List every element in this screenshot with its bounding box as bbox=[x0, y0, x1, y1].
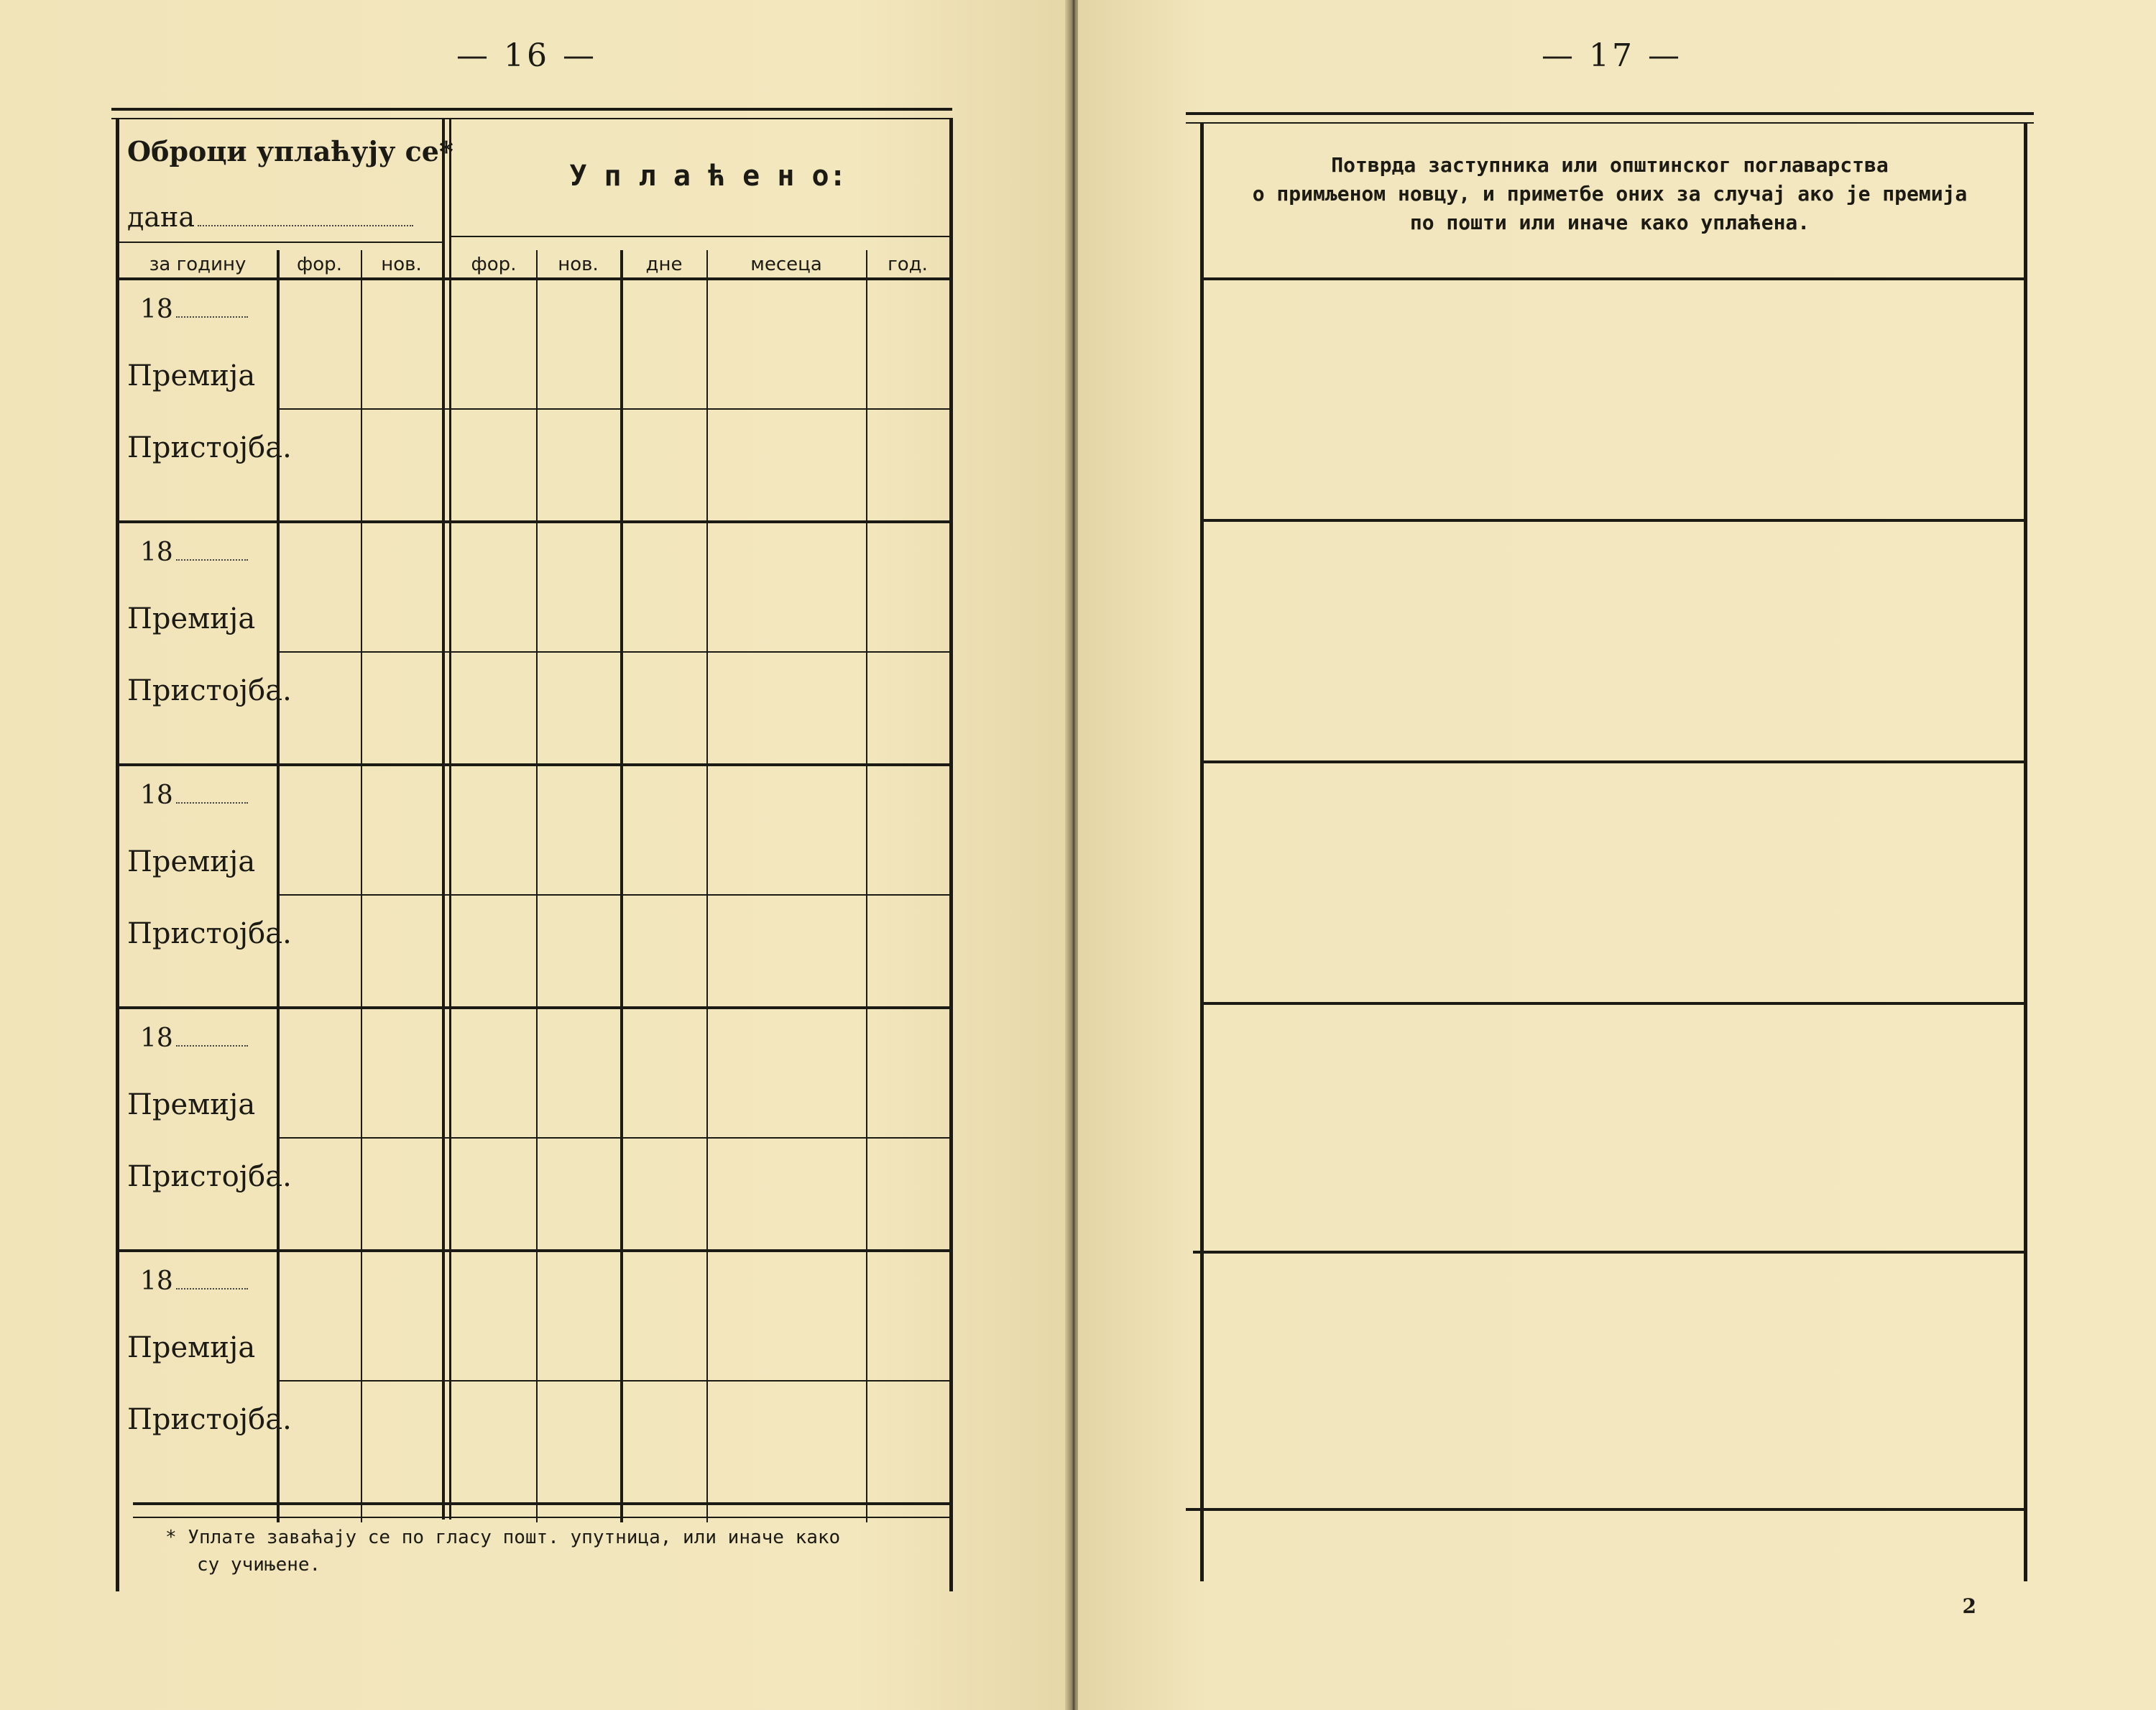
installments-table bbox=[111, 108, 952, 1589]
day-label-row bbox=[127, 201, 413, 233]
col-header-day: дне bbox=[645, 254, 683, 275]
page-number-right: — 17 — bbox=[1542, 37, 1682, 74]
left-page bbox=[0, 0, 1069, 1710]
col-header-month: месеца bbox=[750, 254, 822, 275]
row-premium-label: Премија bbox=[127, 1331, 256, 1364]
sheet-number: 2 bbox=[1962, 1594, 1976, 1618]
row-fee-label: Пристојба. bbox=[127, 1160, 292, 1193]
row-fee-label: Пристојба. bbox=[127, 674, 292, 707]
row-premium-label: Премија bbox=[127, 602, 256, 635]
row-year-value: 18 bbox=[140, 538, 173, 567]
row-fee-label: Пристојба. bbox=[127, 431, 292, 464]
table-bottom-rule-thin bbox=[133, 1517, 952, 1518]
rtable-rule-2 bbox=[1200, 519, 2027, 522]
row-separator-rule bbox=[119, 763, 952, 766]
col-header-nov-2: нов. bbox=[558, 254, 599, 275]
rtable-right-rule bbox=[2024, 122, 2027, 1581]
table-left-rule bbox=[116, 118, 119, 1591]
col-header-year: за годину bbox=[149, 254, 247, 275]
hdr-sep-right bbox=[449, 236, 952, 237]
row-year-dots bbox=[176, 559, 248, 561]
col-header-year-paid: год. bbox=[888, 254, 928, 275]
rtable-rule-5 bbox=[1193, 1251, 2027, 1254]
group-divider-b bbox=[449, 118, 451, 1520]
row-separator-rule bbox=[119, 1006, 952, 1009]
row-premium-label: Премија bbox=[127, 359, 256, 392]
table-right-rule bbox=[949, 118, 953, 1591]
col-rule-3 bbox=[536, 250, 538, 1522]
row-mid-rule bbox=[277, 1380, 952, 1382]
row-year bbox=[140, 781, 248, 810]
col-rule-2 bbox=[361, 250, 362, 1522]
confirmation-table bbox=[1186, 108, 2034, 1574]
footnote bbox=[165, 1524, 949, 1578]
confirmation-header-line-1: Потврда заступника или општинског поглаварства bbox=[1331, 153, 1889, 177]
row-mid-rule bbox=[277, 651, 952, 653]
installments-title: Оброци уплаћују се* bbox=[127, 135, 453, 167]
col-rule-5 bbox=[706, 250, 708, 1522]
table-bottom-rule bbox=[133, 1502, 952, 1505]
rtable-rule-3 bbox=[1200, 760, 2027, 763]
row-year bbox=[140, 295, 248, 324]
table-top-rule-thin bbox=[111, 118, 952, 119]
row-year-value: 18 bbox=[140, 295, 173, 324]
row-year-dots bbox=[176, 1045, 248, 1047]
rtable-top-rule bbox=[1186, 112, 2034, 115]
row-year-value: 18 bbox=[140, 781, 173, 810]
row-year bbox=[140, 1267, 248, 1296]
col-rule-4 bbox=[620, 250, 623, 1522]
group-divider-a bbox=[442, 118, 445, 1520]
row-separator-rule bbox=[119, 1249, 952, 1252]
col-rule-6 bbox=[866, 250, 867, 1522]
row-fee-label: Пристојба. bbox=[127, 917, 292, 950]
row-year bbox=[140, 1024, 248, 1053]
rtable-rule-4 bbox=[1200, 1002, 2027, 1005]
hdr-sep-left bbox=[119, 242, 442, 243]
row-separator-rule bbox=[119, 520, 952, 523]
footnote-line-2: су учињене. bbox=[197, 1554, 321, 1576]
row-year-value: 18 bbox=[140, 1267, 173, 1296]
rtable-left-rule bbox=[1200, 122, 1204, 1581]
row-year-dots bbox=[176, 802, 248, 804]
day-dots bbox=[198, 225, 413, 226]
row-mid-rule bbox=[277, 1137, 952, 1139]
row-year-value: 18 bbox=[140, 1024, 173, 1053]
row-year bbox=[140, 538, 248, 567]
row-mid-rule bbox=[277, 894, 952, 896]
row-premium-label: Премија bbox=[127, 845, 256, 878]
footnote-line-1: * Уплате заваћају се по гласу пошт. упутница, или иначе како bbox=[165, 1527, 841, 1548]
confirmation-header-line-2: о примљеном новцу, и приметбе оних за случај ако је премија bbox=[1252, 182, 1968, 206]
row-fee-label: Пристојба. bbox=[127, 1403, 292, 1436]
row-year-dots bbox=[176, 1288, 248, 1290]
col-header-for-2: фор. bbox=[471, 254, 517, 275]
col-header-nov-1: нов. bbox=[381, 254, 422, 275]
confirmation-header bbox=[1200, 151, 2019, 237]
rtable-rule-6 bbox=[1186, 1508, 2027, 1511]
confirmation-header-line-3: по пошти или иначе како уплаћена. bbox=[1409, 211, 1810, 234]
col-header-for-1: фор. bbox=[297, 254, 342, 275]
day-label: дана bbox=[127, 201, 195, 233]
rtable-rule-1 bbox=[1200, 277, 2027, 280]
row-premium-label: Премија bbox=[127, 1088, 256, 1121]
page-number-left: — 16 — bbox=[456, 37, 597, 74]
rtable-top-rule-thin bbox=[1186, 122, 2034, 124]
row-mid-rule bbox=[277, 408, 952, 410]
table-top-rule bbox=[111, 108, 952, 111]
paid-title: У п л а ћ е н о: bbox=[569, 160, 847, 193]
row-year-dots bbox=[176, 316, 248, 318]
